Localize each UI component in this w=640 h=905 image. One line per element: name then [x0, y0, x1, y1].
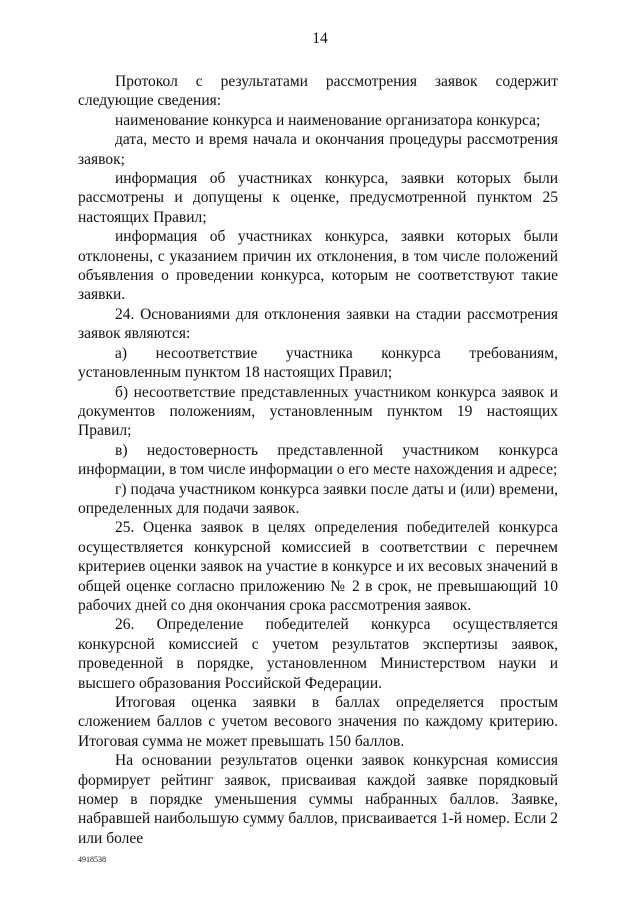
paragraph: в) недостоверность представленной участником конкурса информации, в том числе информации о его месте нахождения и адресе; [78, 441, 558, 479]
paragraph: г) подача участником конкурса заявки после даты и (или) времени, определенных для подачи заявок. [78, 480, 558, 517]
paragraph: дата, место и время начала и окончания процедуры рассмотрения заявок; [78, 131, 558, 168]
paragraph: На основании результатов оценки заявок конкурсная комиссия формирует рейтинг заявок, присваивая каждой заявке порядковый номер в порядке уменьшения суммы набранных баллов. Заявке, набравшей наибольшую сумму баллов, присваивается 1-й номер. Если 2 или более [78, 752, 558, 847]
paragraph: информация об участниках конкурса, заявки которых были отклонены, с указанием причин их отклонения, в том числе положений объявления о проведении конкурса, которым не соответствуют такие заявки. [78, 228, 558, 304]
paragraph: а) несоответствие участника конкурса требованиям, установленным пунктом 18 настоящих Правил; [78, 344, 558, 382]
paragraph: 25. Оценка заявок в целях определения победителей конкурса осуществляется конкурсной комиссией в соответствии с перечнем критериев оценки заявок на участие в конкурсе и их весовых значений в общей оценке согласно приложению № 2 в срок, не превышающий 10 рабочих дней со дня окончания срока рассмотрения заявок. [78, 519, 558, 614]
paragraph: Протокол с результатами рассмотрения заявок содержит следующие сведения: [78, 73, 558, 110]
document-body [78, 72, 558, 848]
paragraph: информация об участниках конкурса, заявки которых были рассмотрены и допущены к оценке, предусмотренной пунктом 25 настоящих Правил; [78, 170, 558, 226]
document-code: 4918538 [78, 855, 106, 864]
paragraph: 24. Основаниями для отклонения заявки на стадии рассмотрения заявок являются: [78, 305, 558, 343]
paragraph: б) несоответствие представленных участником конкурса заявок и документов положениям, установленным пунктом 19 настоящих Правил; [78, 383, 558, 440]
paragraph: наименование конкурса и наименование организатора конкурса; [115, 111, 541, 129]
paragraph: Итоговая оценка заявки в баллах определяется простым сложением баллов с учетом весового значения по каждому критерию. Итоговая сумма не может превышать 150 баллов. [78, 694, 558, 750]
page-number: 14 [312, 30, 328, 47]
paragraph: 26. Определение победителей конкурса осуществляется конкурсной комиссией с учетом результатов экспертизы заявок, проведенной в порядке, установленном Министерством науки и высшего образования Российской Федерации. [78, 616, 558, 692]
